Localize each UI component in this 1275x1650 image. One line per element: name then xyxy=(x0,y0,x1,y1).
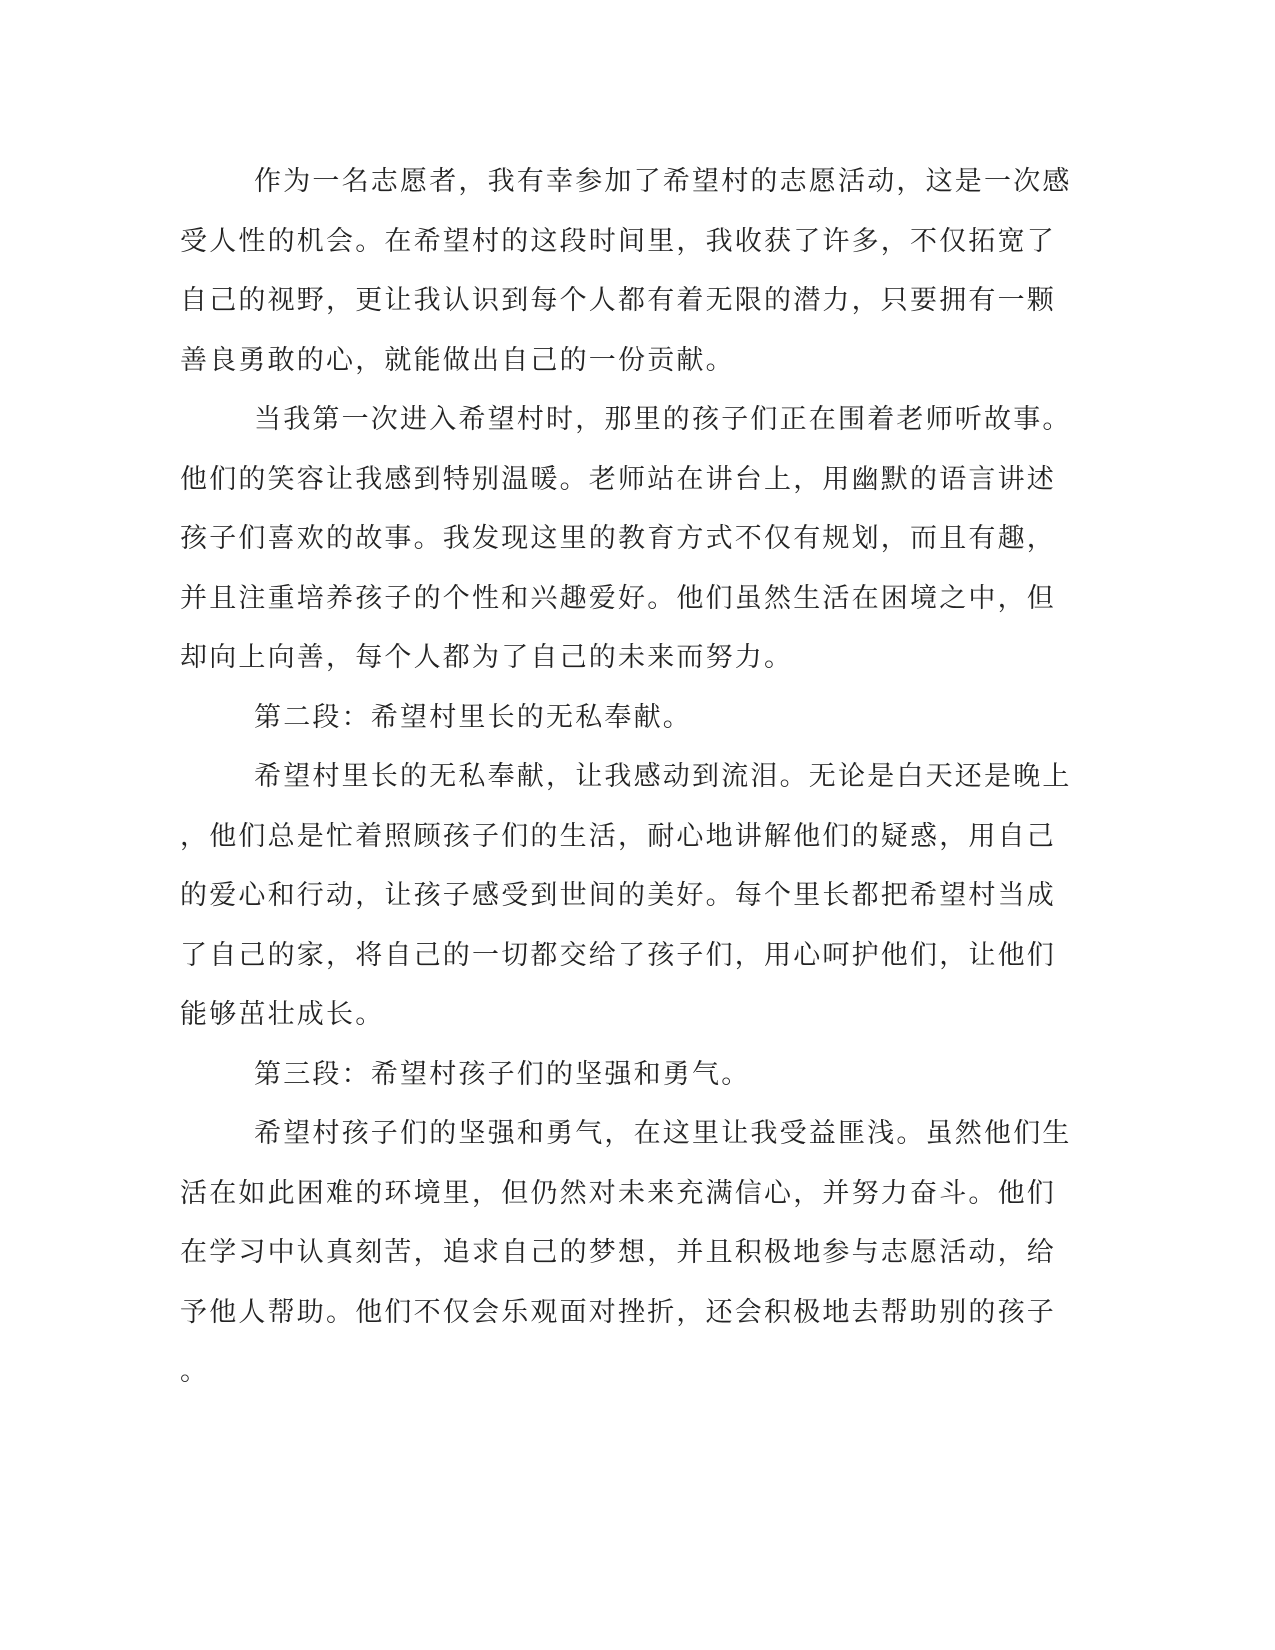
paragraph-line: ，他们总是忙着照顾孩子们的生活，耐心地讲解他们的疑惑，用自己 xyxy=(180,820,1056,852)
paragraph-line: 能够茁壮成长。 xyxy=(180,999,385,1030)
paragraph-line: 希望村里长的无私奉献，让我感动到流泪。无论是白天还是晚上 xyxy=(254,761,1072,792)
paragraph-line: 了自己的家，将自己的一切都交给了孩子们，用心呵护他们，让他们 xyxy=(180,939,1056,971)
paragraph-line: 却向上向善，每个人都为了自己的未来而努力。 xyxy=(180,642,794,673)
paragraph-line: 自己的视野，更让我认识到每个人都有着无限的潜力，只要拥有一颗 xyxy=(180,285,1056,316)
paragraph-line: 予他人帮助。他们不仅会乐观面对挫折，还会积极地去帮助别的孩子 xyxy=(180,1296,1056,1328)
paragraph-line: 的爱心和行动，让孩子感受到世间的美好。每个里长都把希望村当成 xyxy=(180,880,1056,911)
paragraph-line: 作为一名志愿者，我有幸参加了希望村的志愿活动，这是一次感 xyxy=(254,166,1072,197)
paragraph-line: 当我第一次进入希望村时，那里的孩子们正在围着老师听故事。 xyxy=(254,404,1072,435)
document-body xyxy=(180,152,1072,1402)
paragraph-line: 善良勇敢的心，就能做出自己的一份贡献。 xyxy=(180,344,735,376)
section-heading: 第三段：希望村孩子们的坚强和勇气。 xyxy=(254,1058,751,1090)
paragraph-line: 他们的笑容让我感到特别温暖。老师站在讲台上，用幽默的语言讲述 xyxy=(180,463,1056,495)
paragraph-line: 在学习中认真刻苦，追求自己的梦想，并且积极地参与志愿活动，给 xyxy=(180,1237,1056,1268)
paragraph-line: 受人性的机会。在希望村的这段时间里，我收获了许多，不仅拓宽了 xyxy=(180,225,1056,257)
paragraph-line: 活在如此困难的环境里，但仍然对未来充满信心，并努力奋斗。他们 xyxy=(180,1177,1056,1209)
section-heading: 第二段：希望村里长的无私奉献。 xyxy=(254,701,692,733)
paragraph-line: 希望村孩子们的坚强和勇气，在这里让我受益匪浅。虽然他们生 xyxy=(254,1118,1072,1149)
paragraph-line: 并且注重培养孩子的个性和兴趣爱好。他们虽然生活在困境之中，但 xyxy=(180,582,1056,614)
paragraph-line: 孩子们喜欢的故事。我发现这里的教育方式不仅有规划，而且有趣， xyxy=(180,523,1056,554)
paragraph-line: 。 xyxy=(180,1356,210,1387)
